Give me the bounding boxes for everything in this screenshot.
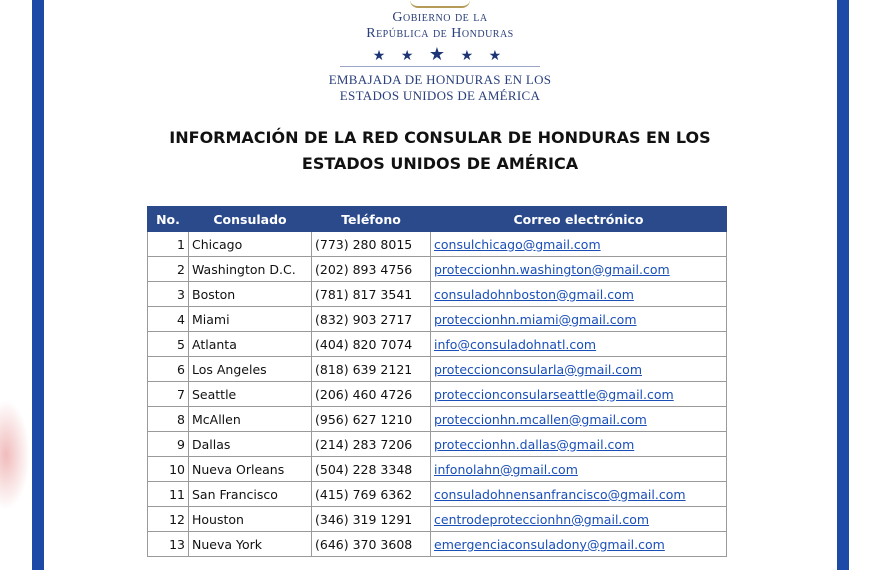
consulate-city: McAllen: [189, 407, 312, 432]
table-row: [148, 432, 727, 457]
table-row: [148, 257, 727, 282]
table-row: [148, 482, 727, 507]
embassy-line-2: ESTADOS UNIDOS DE AMÉRICA: [339, 88, 541, 103]
star-icon: ★: [460, 49, 480, 64]
column-header-number: No.: [148, 207, 189, 232]
consulate-city: Atlanta: [189, 332, 312, 357]
email-link[interactable]: proteccionhn.dallas@gmail.com: [434, 436, 635, 452]
consulate-phone: (415) 769 6362: [312, 482, 431, 507]
row-number: 6: [148, 357, 189, 382]
row-number: 10: [148, 457, 189, 482]
email-cell: [431, 232, 727, 257]
consular-table: [147, 206, 727, 557]
email-link[interactable]: proteccionhn.miami@gmail.com: [434, 311, 637, 327]
table-row: [148, 507, 727, 532]
table-row: [148, 282, 727, 307]
consulate-phone: (818) 639 2121: [312, 357, 431, 382]
header-divider: [340, 66, 540, 67]
table-row: [148, 532, 727, 557]
column-header-phone: Teléfono: [312, 207, 431, 232]
table-row: [148, 307, 727, 332]
email-link[interactable]: proteccionconsularseattle@gmail.com: [434, 386, 674, 402]
email-link[interactable]: consuladohnboston@gmail.com: [434, 286, 634, 302]
table-body: [148, 232, 727, 557]
row-number: 12: [148, 507, 189, 532]
row-number: 3: [148, 282, 189, 307]
email-cell: [431, 432, 727, 457]
email-link[interactable]: proteccionhn.washington@gmail.com: [434, 261, 670, 277]
row-number: 7: [148, 382, 189, 407]
government-line-1: Gobierno de la: [392, 10, 488, 25]
page-title: [120, 125, 760, 177]
table-row: [148, 332, 727, 357]
consulate-city: Nueva Orleans: [189, 457, 312, 482]
email-cell: [431, 482, 727, 507]
consulate-phone: (214) 283 7206: [312, 432, 431, 457]
email-link[interactable]: consuladohnensanfrancisco@gmail.com: [434, 486, 686, 502]
consulate-phone: (646) 370 3608: [312, 532, 431, 557]
title-line-1: INFORMACIÓN DE LA RED CONSULAR DE HONDURAS EN LOS: [169, 128, 711, 147]
table-row: [148, 382, 727, 407]
consulate-city: Dallas: [189, 432, 312, 457]
email-link[interactable]: proteccionconsularla@gmail.com: [434, 361, 642, 377]
email-link[interactable]: consulchicago@gmail.com: [434, 236, 601, 252]
consulate-city: Chicago: [189, 232, 312, 257]
email-link[interactable]: emergenciaconsuladony@gmail.com: [434, 536, 665, 552]
row-number: 8: [148, 407, 189, 432]
consulate-city: Los Angeles: [189, 357, 312, 382]
consulate-phone: (773) 280 8015: [312, 232, 431, 257]
email-cell: [431, 357, 727, 382]
star-icon: ★: [488, 49, 508, 64]
consulate-phone: (781) 817 3541: [312, 282, 431, 307]
consulate-phone: (956) 627 1210: [312, 407, 431, 432]
star-icon: ★: [372, 49, 392, 64]
consulate-city: San Francisco: [189, 482, 312, 507]
email-cell: [431, 382, 727, 407]
row-number: 9: [148, 432, 189, 457]
email-cell: [431, 257, 727, 282]
email-cell: [431, 532, 727, 557]
email-cell: [431, 507, 727, 532]
column-header-email: Correo electrónico: [431, 207, 727, 232]
consulate-city: Boston: [189, 282, 312, 307]
consulate-city: Seattle: [189, 382, 312, 407]
star-icon: ★: [428, 44, 452, 64]
table-row: [148, 457, 727, 482]
email-link[interactable]: infonolahn@gmail.com: [434, 461, 578, 477]
decorative-splash: [0, 400, 30, 510]
table-row: [148, 407, 727, 432]
email-cell: [431, 307, 727, 332]
email-cell: [431, 457, 727, 482]
row-number: 1: [148, 232, 189, 257]
table-header-row: [148, 207, 727, 232]
consulate-phone: (832) 903 2717: [312, 307, 431, 332]
column-header-consulate: Consulado: [189, 207, 312, 232]
row-number: 2: [148, 257, 189, 282]
table-row: [148, 232, 727, 257]
consulate-phone: (404) 820 7074: [312, 332, 431, 357]
consulate-phone: (206) 460 4726: [312, 382, 431, 407]
email-cell: [431, 282, 727, 307]
consulate-city: Nueva York: [189, 532, 312, 557]
email-cell: [431, 332, 727, 357]
consulate-phone: (202) 893 4756: [312, 257, 431, 282]
stars-row: [300, 44, 580, 65]
row-number: 4: [148, 307, 189, 332]
left-border-bar: [32, 0, 44, 570]
embassy-line-1: EMBAJADA DE HONDURAS EN LOS: [328, 72, 552, 87]
right-border-bar: [837, 0, 849, 570]
consulate-phone: (504) 228 3348: [312, 457, 431, 482]
email-link[interactable]: proteccionhn.mcallen@gmail.com: [434, 411, 647, 427]
email-link[interactable]: info@consuladohnatl.com: [434, 336, 597, 352]
row-number: 11: [148, 482, 189, 507]
consulate-city: Washington D.C.: [189, 257, 312, 282]
email-link[interactable]: centrodeproteccionhn@gmail.com: [434, 511, 650, 527]
consulate-phone: (346) 319 1291: [312, 507, 431, 532]
email-cell: [431, 407, 727, 432]
consulate-city: Houston: [189, 507, 312, 532]
consulate-city: Miami: [189, 307, 312, 332]
title-line-2: ESTADOS UNIDOS DE AMÉRICA: [301, 154, 579, 173]
government-line-2: República de Honduras: [366, 26, 514, 41]
table-row: [148, 357, 727, 382]
row-number: 5: [148, 332, 189, 357]
row-number: 13: [148, 532, 189, 557]
coat-of-arms-seal: [410, 0, 470, 8]
star-icon: ★: [400, 49, 420, 64]
